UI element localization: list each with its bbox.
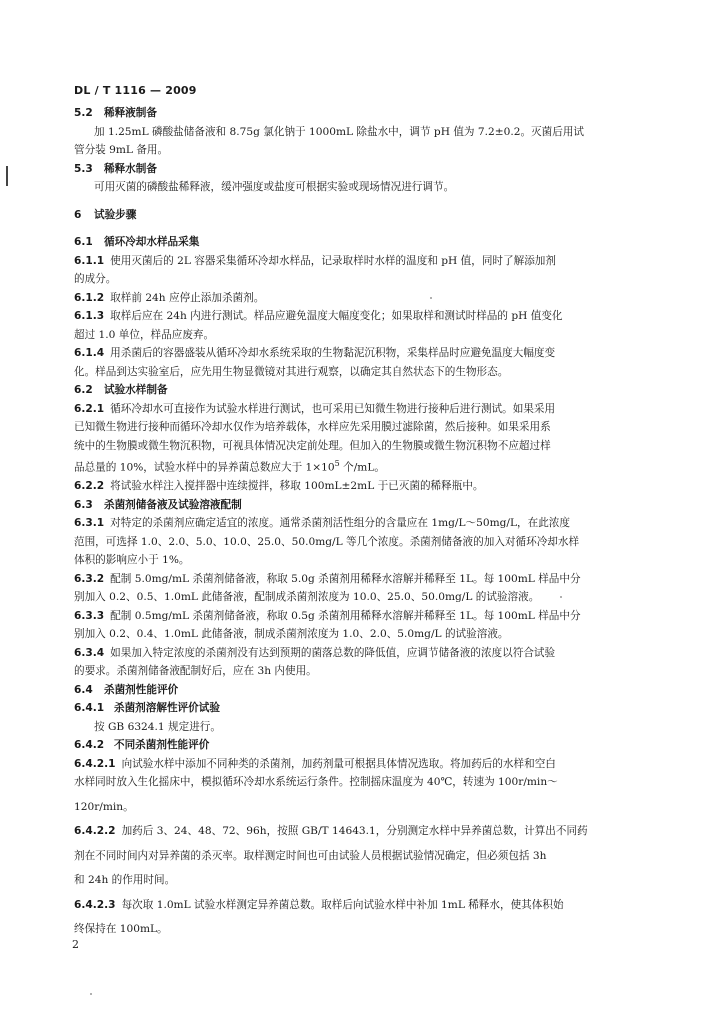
clause-number: 6.2.2: [74, 480, 105, 493]
section-number: 6.4.1: [74, 702, 105, 715]
paragraph-line: 加 1.25mL 磷酸盐储备液和 8.75g 氯化钠于 1000mL 除盐水中，调节 pH 值为 7.2±0.2。灭菌后用试: [94, 125, 585, 138]
section-heading-6-4-1: [74, 699, 654, 718]
section-heading-6-3: [74, 496, 654, 515]
paragraph-text: 配制 5.0mg/mL 杀菌剂储备液，称取 5.0g 杀菌剂用稀释水溶解并稀释至 1L。每 100mL 样品中分: [110, 572, 581, 585]
clause-number: 6.2.1: [74, 402, 105, 415]
paragraph-line: 化。样品到达实验室后，应先用生物显微镜对其进行观察，以确定其自然状态下的生物形态。: [74, 365, 509, 378]
paragraph-text: 每次取 1.0mL 试验水样测定异养菌总数。取样后向试验水样中补加 1mL 稀释水，使其体积始: [121, 898, 564, 911]
paragraph-line: 水样同时放入生化摇床中，模拟循环冷却水系统运行条件。控制摇床温度为 40℃，转速为 100r/min～: [74, 776, 558, 789]
clause-6-4-2-1: [74, 755, 654, 774]
clause-number: 6.1.4: [74, 347, 105, 359]
section-number: 5.2: [74, 107, 93, 119]
clause-6-2-1: [74, 400, 654, 419]
scan-speck: [90, 993, 92, 995]
section-title: 杀菌剂性能评价: [104, 683, 179, 696]
clause-number: 6.1.3: [74, 310, 105, 322]
paragraph-line: 和 24h 的作用时间。: [74, 874, 176, 887]
paragraph-line: [74, 455, 654, 477]
paragraph-line: 120r/min。: [74, 800, 134, 813]
section-heading-6-4-2: [74, 736, 654, 755]
section-number: 6.2: [74, 384, 93, 396]
section-number: 6: [74, 208, 82, 221]
clause-6-4-2-2: [74, 822, 654, 841]
section-title: 稀释水制备: [104, 162, 157, 175]
clause-6-3-4: [74, 644, 654, 663]
section-number: 6.4: [74, 683, 93, 696]
paragraph-text: 个/mL。: [339, 461, 385, 474]
paragraph-line: 可用灭菌的磷酸盐稀释液，缓冲强度或盐度可根据实验或现场情况进行调节。: [94, 181, 455, 193]
paragraph-line: 别加入 0.2、0.4、1.0mL 此储备液，制成杀菌剂浓度为 1.0、2.0、5.0mg/L 的试验溶液。: [74, 628, 509, 641]
clause-6-1-2: [74, 289, 654, 308]
paragraph-text: 品总量的 10%，试验水样中的异养菌总数应大于 1×10: [74, 461, 335, 474]
page-number: 2: [72, 938, 79, 951]
document-header: DL / T 1116 — 2009: [74, 84, 197, 97]
section-heading-6-4: [74, 681, 654, 700]
chapter-heading-6: [74, 206, 654, 225]
section-title: 稀释液制备: [104, 107, 157, 119]
clause-number: 6.1.2: [74, 291, 105, 304]
paragraph-text: 取样后应在 24h 内进行测试。样品应避免温度大幅度变化；如果取样和测试时样品的 pH 值变化: [110, 310, 563, 322]
section-number: 6.3: [74, 498, 93, 511]
clause-6-4-2-3: [74, 896, 654, 915]
paragraph-line: 管分装 9mL 备用。: [74, 144, 169, 156]
paragraph-text: 将试验水样注入搅拌器中连续搅拌，移取 100mL±2mL 于已灭菌的稀释瓶中。: [110, 480, 484, 493]
clause-6-1-3: [74, 307, 654, 326]
section-number: 6.4.2: [74, 739, 105, 752]
clause-number: 6.3.4: [74, 646, 105, 659]
paragraph-line: 按 GB 6324.1 规定进行。: [94, 720, 221, 733]
clause-6-3-1: [74, 514, 654, 533]
section-title: 杀菌剂储备液及试验溶液配制: [104, 498, 242, 511]
section-heading-6-1: [74, 233, 654, 252]
clause-number: 6.3.1: [74, 517, 105, 530]
clause-number: 6.3.2: [74, 572, 105, 585]
section-title: 试验步骤: [94, 208, 137, 221]
clause-6-3-2: [74, 570, 654, 589]
paragraph-line: 终保持在 100mL。: [74, 923, 168, 936]
clause-6-3-3: [74, 607, 654, 626]
paragraph-text: 如果加入特定浓度的杀菌剂没有达到预期的菌落总数的降低值，应调节储备液的浓度以符合试验: [110, 646, 556, 659]
clause-6-2-2: [74, 477, 654, 496]
paragraph-line: 体积的影响应小于 1%。: [74, 554, 190, 567]
paragraph-text: 用杀菌后的容器盛装从循环冷却水系统采取的生物黏泥沉积物，采集样品时应避免温度大幅度变: [110, 347, 556, 359]
section-number: 6.1: [74, 236, 93, 248]
paragraph-text: 配制 0.5mg/mL 杀菌剂储备液，称取 0.5g 杀菌剂用稀释水溶解并稀释至 1L。每 100mL 样品中分: [110, 609, 581, 622]
section-heading-5-3: [74, 160, 654, 179]
paragraph-line: 的要求。杀菌剂储备液配制好后，应在 3h 内使用。: [74, 665, 317, 678]
paragraph-text: 循环冷却水可直接作为试验水样进行测试，也可采用已知微生物进行接种后进行测试。如果采用: [110, 402, 556, 415]
clause-6-1-1: [74, 252, 654, 271]
paragraph-line: 统中的生物膜或微生物沉积物，可视具体情况决定前处理。但加入的生物膜或微生物沉积物不应超过样: [74, 439, 551, 452]
paragraph-text: 加药后 3、24、48、72、96h，按照 GB/T 14643.1，分别测定水样中异养菌总数，计算出不同药: [121, 825, 588, 838]
paragraph-line: 剂在不同时间内对异养菌的杀灭率。取样测定时间也可由试验人员根据试验情况确定，但必须包括 3h: [74, 849, 547, 862]
paragraph-line: 别加入 0.2、0.5、1.0mL 此储备液，配制成杀菌剂浓度为 10.0、25.0、50.0mg/L 的试验溶液。: [74, 591, 540, 604]
section-heading-6-2: [74, 381, 654, 400]
paragraph-text: 使用灭菌后的 2L 容器采集循环冷却水样品，记录取样时水样的温度和 pH 值，同时了解添加剂: [110, 254, 556, 267]
clause-number: 6.4.2.1: [74, 757, 116, 770]
paragraph-line: 范围，可选择 1.0、2.0、5.0、10.0、25.0、50.0mg/L 等几个浓度。杀菌剂储备液的加入对循环冷却水样: [74, 535, 580, 548]
section-title: 试验水样制备: [104, 384, 168, 396]
paragraph-line: 已知微生物进行接种而循环冷却水仅作为培养载体，水样应先采用膜过滤除菌，然后接种。如果采用系: [74, 421, 551, 433]
section-title: 循环冷却水样品采集: [104, 236, 200, 248]
paragraph-line: 的成分。: [74, 273, 117, 285]
clause-number: 6.4.2.3: [74, 898, 116, 911]
section-number: 5.3: [74, 162, 93, 175]
page-body: [74, 104, 654, 939]
paragraph-text: 取样前 24h 应停止添加杀菌剂。: [110, 291, 265, 304]
superscript-exponent: 5: [334, 459, 340, 468]
paragraph-line: 超过 1.0 单位，样品应废弃。: [74, 328, 215, 341]
clause-number: 6.4.2.2: [74, 825, 116, 838]
paragraph-text: 向试验水样中添加不同种类的杀菌剂，加药剂量可根据具体情况选取。将加药后的水样和空白: [121, 757, 556, 770]
scan-margin-line: [6, 166, 8, 186]
section-title: 杀菌剂溶解性评价试验: [114, 702, 220, 715]
clause-6-1-4: [74, 344, 654, 363]
section-title: 不同杀菌剂性能评价: [114, 739, 210, 752]
clause-number: 6.1.1: [74, 254, 105, 267]
clause-number: 6.3.3: [74, 609, 105, 622]
section-heading-5-2: [74, 104, 654, 123]
paragraph-text: 对特定的杀菌剂应确定适宜的浓度。通常杀菌剂活性组分的含量应在 1mg/L～50mg/L，在此浓度: [110, 517, 570, 530]
